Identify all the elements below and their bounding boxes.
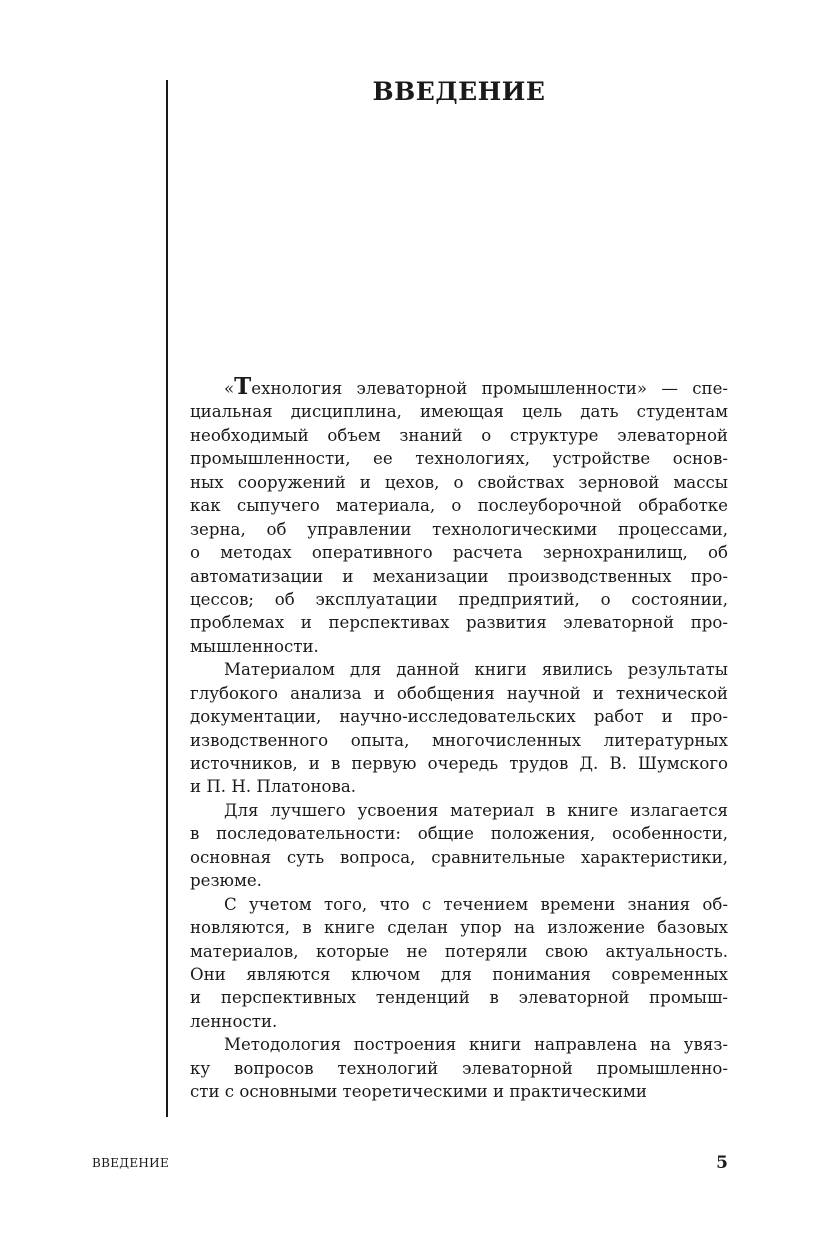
page-number: 5 xyxy=(716,1153,728,1173)
text-line: мышленности. xyxy=(190,636,319,656)
paragraph xyxy=(190,658,728,799)
text-line: Материалом для данной книги явились результаты xyxy=(224,660,728,680)
text-line: Для лучшего усвоения материал в книге излагается xyxy=(224,800,728,820)
text-line: и П. Н. Платонова. xyxy=(190,777,357,797)
running-head: ВВЕДЕНИЕ xyxy=(92,1156,170,1170)
vertical-rule xyxy=(166,80,168,1117)
text-line: ку вопросов технологий элеваторной промышленно- xyxy=(190,1058,728,1078)
text-line: Методология построения книги направлена на увяз- xyxy=(224,1035,728,1055)
text-line: материалов, которые не потеряли свою актуальность. xyxy=(190,941,728,961)
text-line: циальная дисциплина, имеющая цель дать студентам xyxy=(190,402,728,422)
paragraph xyxy=(190,1033,728,1103)
text-line: резюме. xyxy=(190,871,262,891)
text-line: ных сооружений и цехов, о свойствах зерновой массы xyxy=(190,472,728,492)
text-line: источников, и в первую очередь трудов Д. В. Шумского xyxy=(190,754,728,773)
text-line: новляются, в книге сделан упор на изложение базовых xyxy=(190,918,728,938)
text-line: промышленности, ее технологиях, устройстве основ- xyxy=(190,449,728,469)
text-line: и перспективных тенденций в элеваторной промыш- xyxy=(190,988,728,1008)
text-line: сти с основными теоретическими и практическими xyxy=(190,1082,647,1102)
text-line: проблемах и перспективах развития элеваторной про- xyxy=(190,613,728,633)
text-line: Они являются ключом для понимания современных xyxy=(190,964,728,984)
text-line: как сыпучего материала, о послеуборочной обработке xyxy=(190,496,728,516)
text-line: «Технология элеваторной промышленности» — спе- xyxy=(224,377,728,400)
text-line: С учетом того, что с течением времени знания об- xyxy=(224,894,728,914)
text-line: цессов; об эксплуатации предприятий, о состоянии, xyxy=(190,589,728,609)
text-line: основная суть вопроса, сравнительные характеристики, xyxy=(190,847,728,867)
text-line: о методах оперативного расчета зернохранилищ, об xyxy=(190,543,728,563)
text-line: глубокого анализа и обобщения научной и технической xyxy=(190,683,728,703)
text-line: зерна, об управлении технологическими процессами, xyxy=(190,519,728,539)
paragraph xyxy=(190,799,728,893)
paragraph xyxy=(190,893,728,1034)
body-text xyxy=(190,377,728,1104)
text-line: автоматизации и механизации производственных про- xyxy=(190,566,728,586)
text-line: ленности. xyxy=(190,1011,278,1031)
text-line: в последовательности: общие положения, особенности, xyxy=(190,824,728,844)
text-line: изводственного опыта, многочисленных литературных xyxy=(190,730,728,750)
paragraph xyxy=(190,377,728,658)
text-line: документации, научно-исследовательских работ и про- xyxy=(190,707,728,727)
text-line: необходимый объем знаний о структуре элеваторной xyxy=(190,425,728,445)
chapter-title: ВВЕДЕНИЕ xyxy=(372,77,546,106)
